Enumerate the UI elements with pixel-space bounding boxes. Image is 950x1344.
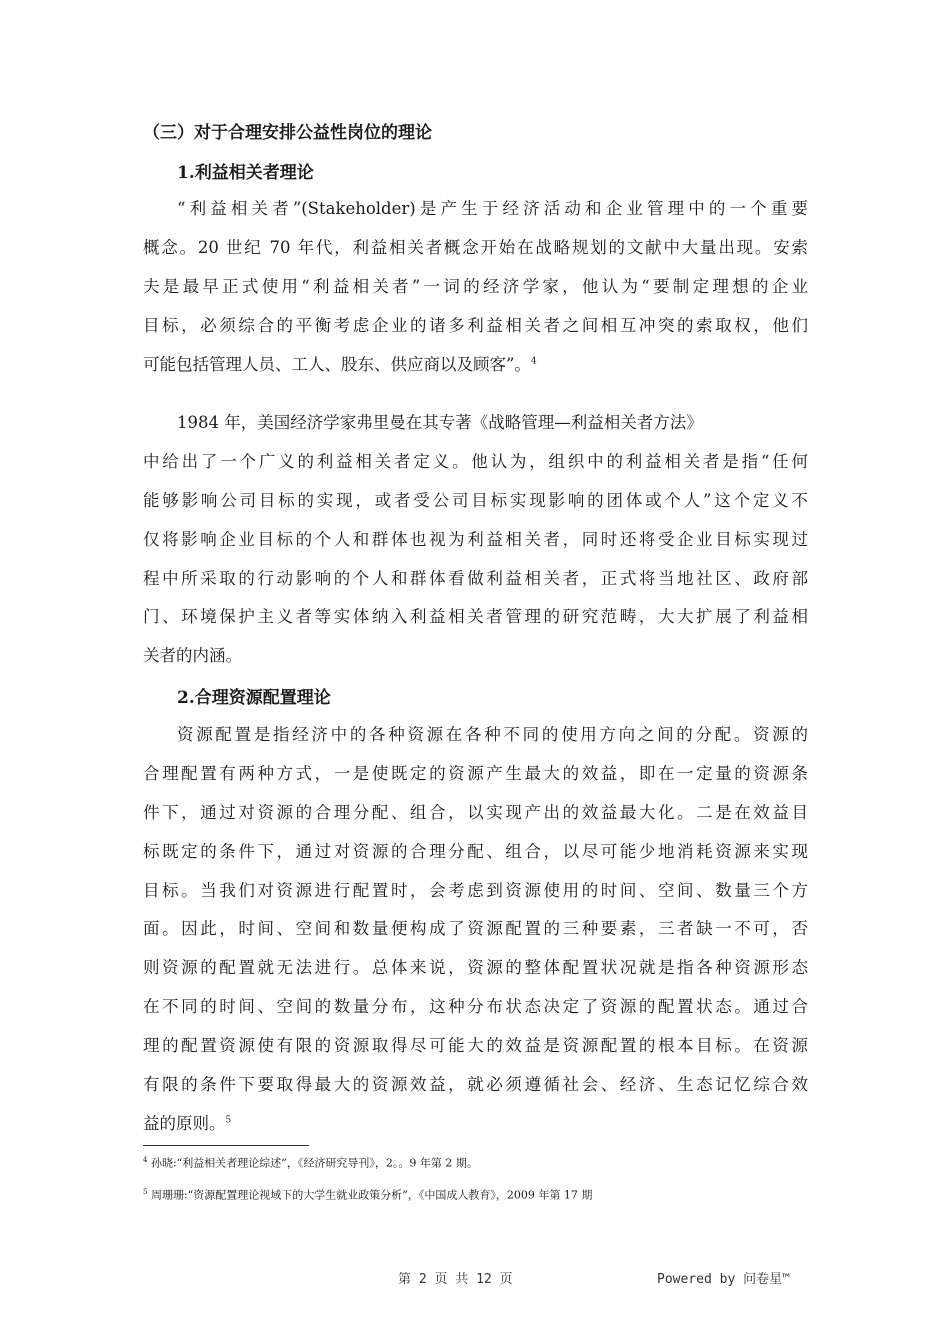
footnote-5: [143, 1184, 723, 1204]
text-line: 中给出了一个广义的利益相关者定义。他认为，组织中的利益相关者是指“任何: [143, 451, 808, 471]
powered-by-label: Powered by 问卷星™: [657, 1272, 790, 1287]
text-line: 在不同的时间、空间的数量分布，这种分布状态决定了资源的配置状态。通过合: [143, 997, 808, 1017]
text-line: 概念。20 世纪 70 年代，利益相关者概念开始在战略规划的文献中大量出现。安索: [143, 237, 808, 257]
text-line: 标既定的条件下，通过对资源的合理分配、组合，以尽可能少地消耗资源来实现: [143, 841, 808, 861]
text-line: 件下，通过对资源的合理分配、组合，以实现产出的效益最大化。二是在效益目: [143, 802, 808, 822]
text-line: 理的配置资源使有限的资源取得尽可能大的效益是资源配置的根本目标。在资源: [143, 1036, 808, 1056]
text-line: 门、环境保护主义者等实体纳入利益相关者管理的研究范畴，大大扩展了利益相: [143, 607, 808, 627]
subsection-heading-stakeholder: 1.利益相关者理论: [177, 163, 314, 183]
footnote-text: 周珊珊:“资源配置理论视域下的大学生就业政策分析”，《中国成人教育》，2009 年第 17 期: [150, 1188, 593, 1202]
text-line: 能够影响公司目标的实现，或者受公司目标实现影响的团体或个人”这个定义不: [143, 490, 808, 510]
section-heading: （三）对于合理安排公益性岗位的理论: [143, 123, 432, 143]
footnote-divider: [143, 1145, 309, 1146]
text-line: 则资源的配置就无法进行。总体来说，资源的整体配置状况就是指各种资源形态: [143, 958, 808, 978]
footnote-4: [143, 1152, 763, 1172]
text-line: 资源配置是指经济中的各种资源在各种不同的使用方向之间的分配。资源的: [177, 725, 808, 744]
text-line: “利益相关者”(Stakeholder)是产生于经济活动和企业管理中的一个重要: [177, 199, 808, 218]
text-line: 程中所采取的行动影响的个人和群体看做利益相关者，正式将当地社区、政府部: [143, 568, 808, 588]
footnote-ref-4[interactable]: 4: [530, 356, 537, 367]
text-line: 1984 年，美国经济学家弗里曼在其专著《战略管理—利益相关者方法》: [177, 413, 703, 432]
footnote-number: 4: [143, 1156, 148, 1164]
text-line: 目标，必须综合的平衡考虑企业的诸多利益相关者之间相互冲突的索取权，他们: [143, 315, 808, 335]
page-number: 第 2 页 共 12 页: [398, 1272, 513, 1287]
text-line: [143, 346, 808, 385]
paragraph-resource-allocation: [143, 716, 808, 1144]
text-line: 面。因此，时间、空间和数量便构成了资源配置的三种要素，三者缺一不可，否: [143, 919, 808, 939]
text-line: 夫是最早正式使用“利益相关者”一词的经济学家，他认为“要制定理想的企业: [143, 276, 808, 296]
text-line: 目标。当我们对资源进行配置时，会考虑到资源使用的时间、空间、数量三个方: [143, 880, 808, 900]
text-line: 关者的内涵。: [143, 646, 242, 666]
paragraph-freeman-definition: [143, 404, 808, 676]
footnote-ref-5[interactable]: 5: [225, 1115, 232, 1126]
text-line-content: 可能包括管理人员、工人、股东、供应商以及顾客”。: [143, 354, 531, 374]
paragraph-stakeholder-intro: [143, 190, 808, 384]
text-line-content: 益的原则。: [143, 1113, 226, 1133]
footnote-text: 孙晓:“利益相关者理论综述”，《经济研究导刊》，2。。9 年第 2 期。: [150, 1156, 478, 1170]
text-line: [143, 1105, 808, 1144]
text-line: 合理配置有两种方式，一是使既定的资源产生最大的效益，即在一定量的资源条: [143, 763, 808, 783]
subsection-heading-resource-allocation: 2.合理资源配置理论: [177, 688, 331, 708]
text-line: 仅将影响企业目标的个人和群体也视为利益相关者，同时还将受企业目标实现过: [143, 529, 808, 549]
text-line: 有限的条件下要取得最大的资源效益，就必须遵循社会、经济、生态记忆综合效: [143, 1075, 808, 1095]
footnote-number: 5: [143, 1188, 148, 1196]
